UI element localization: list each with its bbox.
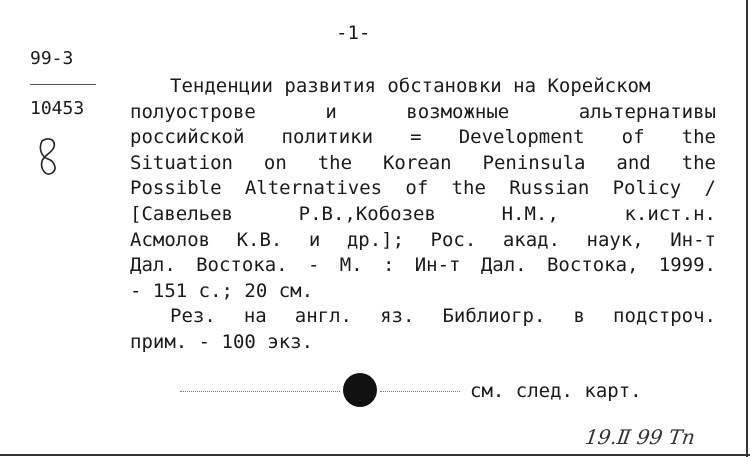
body-line: [Савельев Р.В.,Кобозев Н.М., к.ист.н. xyxy=(130,202,716,225)
handwritten-mark-icon xyxy=(34,135,64,181)
see-next-card: см. след. карт. xyxy=(470,380,642,402)
punch-hole xyxy=(343,373,377,407)
body-line: прим. - 100 экз. xyxy=(130,330,314,353)
dotted-guide-line xyxy=(380,391,460,392)
card-right-edge xyxy=(746,0,748,457)
body-line: российской политики = Development of the xyxy=(130,126,716,149)
body-line: Possible Alternatives of the Russian Policy / xyxy=(130,177,716,200)
dotted-guide-line xyxy=(180,391,340,392)
bibliographic-description xyxy=(130,74,716,356)
body-line: Situation on the Korean Peninsula and the xyxy=(130,151,716,174)
body-line: Тенденции развития обстановки на Корейском xyxy=(170,75,651,97)
card-bottom-edge xyxy=(0,454,750,456)
body-line: полуострове и возможные альтернативы xyxy=(130,100,716,123)
card-page-number: -1- xyxy=(336,22,371,44)
accession-number: 10453 xyxy=(30,98,85,119)
svg-text:19.Ⅱ 99 Тn: 19.Ⅱ 99 Тn xyxy=(584,425,697,449)
divider-line xyxy=(30,84,96,85)
handwritten-date xyxy=(584,418,734,452)
body-line: Асмолов К.В. и др.]; Рос. акад. наук, Ин-т xyxy=(130,228,716,251)
body-line: Рез. на англ. яз. Библиогр. в подстроч. xyxy=(170,305,716,328)
body-line: - 151 с.; 20 см. xyxy=(130,279,314,302)
body-line: Дал. Востока. - М. : Ин-т Дал. Востока, 1999. xyxy=(130,254,716,277)
call-number: 99-3 xyxy=(30,48,74,69)
